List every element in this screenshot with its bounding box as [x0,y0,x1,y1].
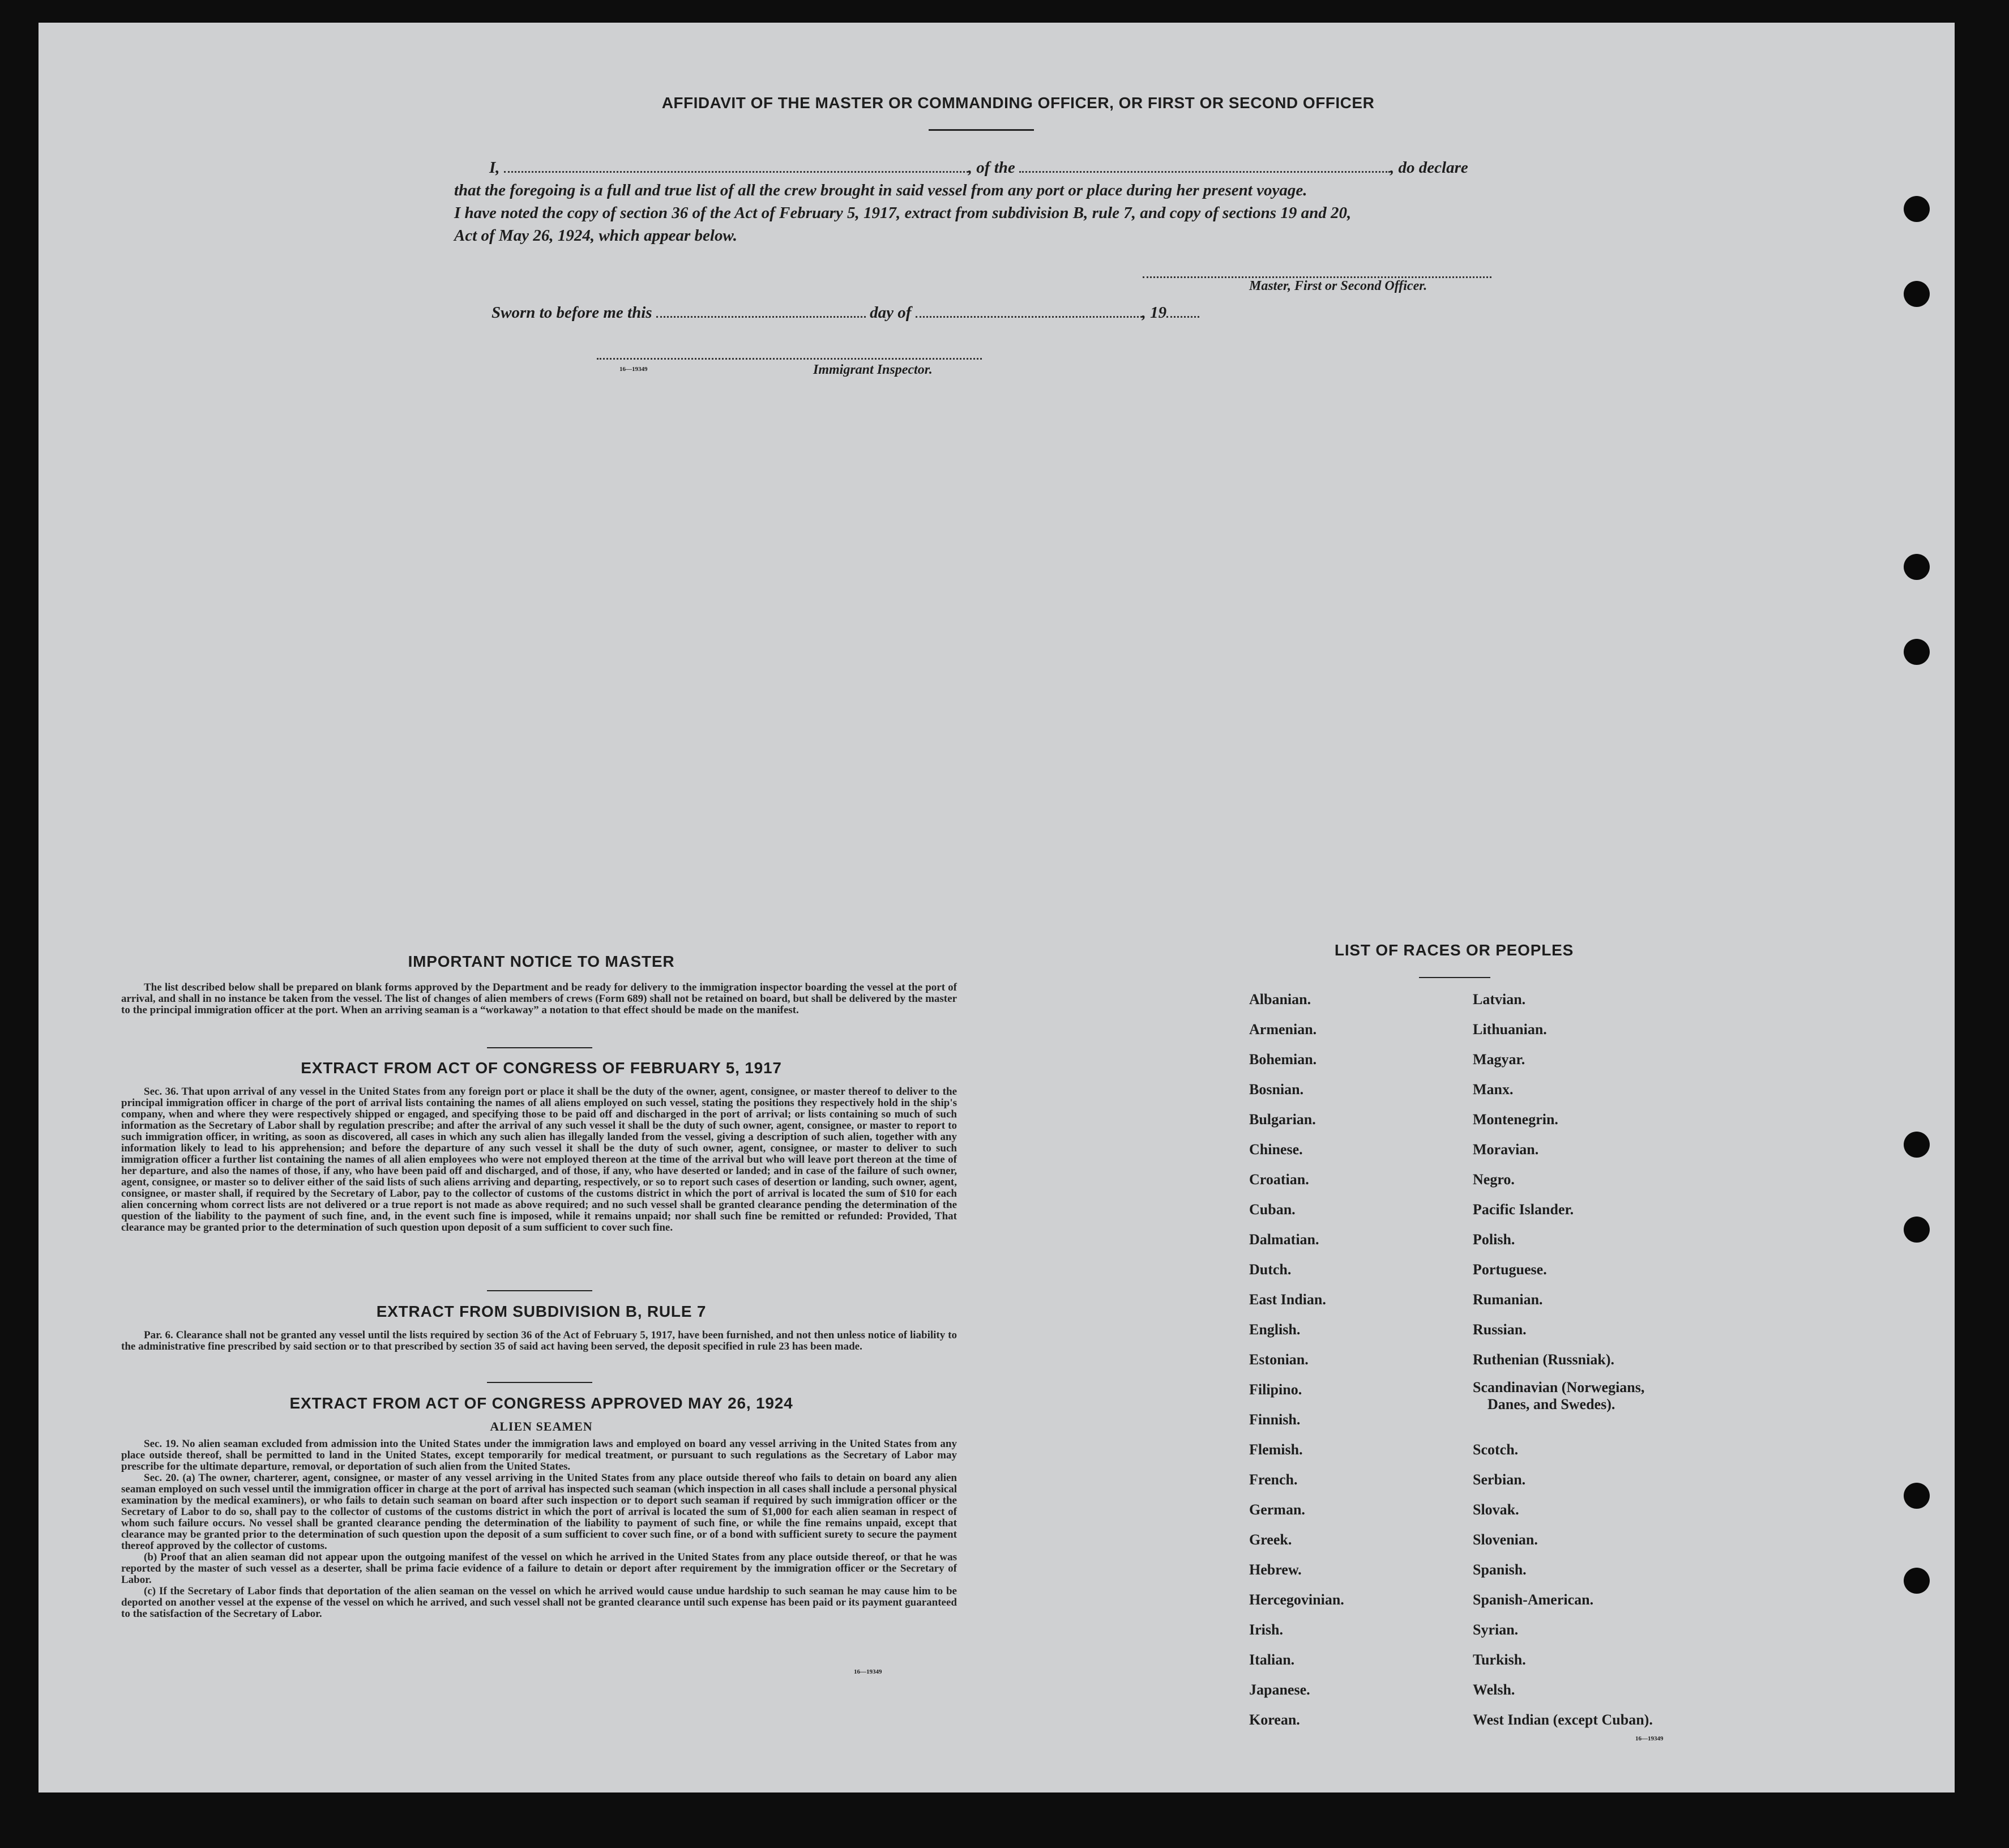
affidavit-title: AFFIDAVIT OF THE MASTER OR COMMANDING OFFICER, OR FIRST OR SECOND OFFICER [661,94,1375,112]
race-item: Slovak. [1473,1501,1519,1518]
race-item: Ruthenian (Russniak). [1473,1351,1614,1368]
race-item: Scotch. [1473,1441,1519,1458]
notice-text [121,982,957,1016]
race-item: Flemish. [1249,1441,1303,1458]
document-page [39,23,1955,1792]
races-form-number: 16—19349 [1635,1735,1664,1742]
sec-19-paragraph: Sec. 19. No alien seaman excluded from admission into the United States under the immigration laws and employed on board any vessel arriving in the United States from any place outside thereof, shall be permitted to land in the United States, except temporarily for medical treatment, or pursuant to such regulations as the Secretary of Labor may prescribe for the ultimate departure, removal, or deportation of such alien from the United States. [121,1438,957,1473]
punch-hole-icon [1904,281,1930,307]
race-item: Finnish. [1249,1411,1301,1428]
race-item: Syrian. [1473,1621,1519,1638]
sworn-line [491,302,1199,322]
race-item: Japanese. [1249,1681,1310,1698]
extract-1917-title: EXTRACT FROM ACT OF CONGRESS OF FEBRUARY 5, 1917 [301,1059,782,1077]
race-item: Greek. [1249,1531,1292,1548]
sworn-day-field[interactable] [656,302,866,318]
race-item: Portuguese. [1473,1261,1547,1278]
race-item: Montenegrin. [1473,1111,1558,1128]
declaration-line-2: that the foregoing is a full and true list of all the crew brought in said vessel from any port or place during her present voyage. [454,181,1307,199]
declaration-of-the: , of the [968,159,1015,177]
races-divider [1419,977,1490,978]
punch-hole-icon [1904,1132,1930,1158]
races-left-column [1249,984,1344,1735]
race-item: Latvian. [1473,991,1526,1008]
scandinavian-line-1: Scandinavian (Norwegians, [1473,1379,1645,1395]
signature-line[interactable] [1143,276,1491,278]
notice-paragraph: The list described below shall be prepared on blank forms approved by the Department and be ready for delivery to the immigration inspector boarding the vessel at the port of arrival, and shall in no instance be taken from the vessel. The list of changes of alien members of crews (Form 689) shall not be retained on board, but shall be delivered by the master to the principal immigration officer at the port. When an arriving seaman is a “workaway” a notation to that effect should be made on the manifest. [121,981,957,1016]
declaration-i: I, [489,159,500,177]
scandinavian-line-2: Danes, and Swedes). [1487,1396,1615,1412]
races-right-column [1473,984,1653,1735]
races-right-group-b [1473,1435,1653,1735]
race-item: Magyar. [1473,1051,1525,1068]
race-item: Spanish-American. [1473,1591,1594,1608]
race-item: Welsh. [1473,1681,1515,1698]
race-item: Dutch. [1249,1261,1292,1278]
sworn-year-field[interactable] [1166,302,1199,318]
section-divider [487,1382,592,1383]
sec-20b-paragraph: (b) Proof that an alien seaman did not appear upon the outgoing manifest of the vessel on which he arrived in the United States from any place outside thereof, or that he was reported by the master of such vessel as a deserter, shall be prima facie evidence of a failure to detain or deport after requirement by the immigration officer or the Secretary of Labor. [121,1551,957,1586]
affidavit-declaration [454,156,1555,247]
race-item: Polish. [1473,1231,1515,1248]
inspector-signature-line[interactable] [597,358,982,360]
race-item: Pacific Islander. [1473,1201,1574,1218]
race-item: Lithuanian. [1473,1021,1547,1038]
race-item: East Indian. [1249,1291,1326,1308]
extract-1924-title: EXTRACT FROM ACT OF CONGRESS APPROVED MAY 26, 1924 [289,1394,793,1412]
race-item: Hercegovinian. [1249,1591,1344,1608]
race-item: Filipino. [1249,1381,1302,1398]
section-36-paragraph: Sec. 36. That upon arrival of any vessel in the United States from any foreign port or place it shall be the duty of the owner, agent, consignee, or master thereof to deliver to the principal immigration officer in charge of the port of arrival lists containing the names of all aliens employed on such vessel, stating the positions they respectively hold in the ship's company, when and where they were respectively shipped or engaged, and specifying those to be paid off and discharged in the port of arrival; or lists containing so much of such information as the Secretary of Labor shall by regulation prescribe; and after the arrival of any such vessel it shall be the duty of such owner, agent, consignee, or master to report to such immigration officer, in writing, as soon as discovered, all cases in which any such alien has illegally landed from the vessel, giving a description of such alien, together with any information likely to lead to his apprehension; and before the departure of any such vessel it shall be the duty of such owner, agent, consignee, or master to deliver to such immigration officer a further list containing the names of all alien employees who were not employed thereon at the time of the arrival but who will leave port thereon at the time of her departure, and also the names of those, if any, who have been paid off and discharged, and of those, if any, who have deserted or landed; and in case of the failure of such owner, agent, consignee, or master so to deliver either of the said lists of such aliens arriving and departing, respectively, or so to report such cases of desertion or landing, such owner, agent, consignee, or master shall, if required by the Secretary of Labor, pay to the collector of customs of the customs district in which the port of arrival is located the sum of $10 for each alien concerning whom correct lists are not delivered or a true report is not made as above required; and no such vessel shall be granted clearance pending the determination of the question of the liability to the payment of such fine, and, in the event such fine is imposed, while it remains unpaid; nor shall such fine be remitted or refunded: Provided, That clearance may be granted prior to the determination of such question upon deposit of a sum sufficient to cover such fine. [121,1086,957,1234]
race-item: Estonian. [1249,1351,1309,1368]
punch-hole-icon [1904,554,1930,580]
race-item: Bulgarian. [1249,1111,1316,1128]
races-right-group-a [1473,984,1653,1375]
race-item: Spanish. [1473,1561,1527,1578]
extract-1924-text [121,1439,957,1620]
punch-hole-icon [1904,1483,1930,1509]
notice-title: IMPORTANT NOTICE TO MASTER [408,953,675,970]
year-label: , 19 [1142,304,1167,322]
race-item: Negro. [1473,1171,1515,1188]
inspector-label: Immigrant Inspector. [813,362,933,377]
race-item: Bosnian. [1249,1081,1304,1098]
race-item: Bohemian. [1249,1051,1317,1068]
section-divider [487,1047,592,1048]
race-item: French. [1249,1471,1298,1488]
race-item: Serbian. [1473,1471,1526,1488]
race-item: Dalmatian. [1249,1231,1319,1248]
par-6-paragraph: Par. 6. Clearance shall not be granted any vessel until the lists required by section 36 of the Act of February 5, 1917, have been furnished, and not then unless notice of liability to the administrative fine prescribed by said section or to that prescribed by section 35 of said act having been served, the deposit specified in rule 23 has been made. [121,1329,957,1352]
name-field[interactable] [504,157,968,173]
race-item: Chinese. [1249,1141,1303,1158]
race-item: Russian. [1473,1321,1527,1338]
race-item: Armenian. [1249,1021,1317,1038]
race-item: Cuban. [1249,1201,1296,1218]
section-divider [487,1290,592,1291]
race-item: Hebrew. [1249,1561,1302,1578]
race-item: Moravian. [1473,1141,1539,1158]
race-item: Irish. [1249,1621,1283,1638]
vessel-field[interactable] [1019,157,1390,173]
extract-rule7-title: EXTRACT FROM SUBDIVISION B, RULE 7 [376,1303,707,1320]
declaration-do-declare: , do declare [1390,159,1468,177]
race-item: Italian. [1249,1651,1295,1668]
affidavit-form-number: 16—19349 [619,366,648,373]
signature-label: Master, First or Second Officer. [1249,279,1427,293]
sworn-month-field[interactable] [916,302,1142,318]
race-item-scandinavian [1473,1375,1653,1435]
race-item: West Indian (except Cuban). [1473,1712,1653,1728]
day-of-label: day of [870,304,912,322]
sec-20c-paragraph: (c) If the Secretary of Labor finds that deportation of the alien seaman on the vessel on which he arrived would cause undue hardship to such seaman he may cause him to be deported on another vessel at the expense of the vessel on which he arrived, and such vessel shall not be granted clearance until such expense has been paid or its payment guaranteed to the satisfaction of the Secretary of Labor. [121,1585,957,1620]
race-item: Turkish. [1473,1651,1526,1668]
sworn-label: Sworn to before me this [491,304,652,322]
race-item: English. [1249,1321,1301,1338]
punch-hole-icon [1904,196,1930,222]
extract-form-number: 16—19349 [854,1668,882,1675]
declaration-line-3: I have noted the copy of section 36 of the Act of February 5, 1917, extract from subdivision B, rule 7, and copy of sections 19 and 20, [454,204,1352,222]
race-item: Slovenian. [1473,1531,1538,1548]
extract-rule7-text [121,1330,957,1352]
punch-hole-icon [1904,639,1930,665]
title-divider [929,129,1034,131]
declaration-line-4: Act of May 26, 1924, which appear below. [454,227,737,245]
punch-hole-icon [1904,1217,1930,1243]
sec-20a-paragraph: Sec. 20. (a) The owner, charterer, agent, consignee, or master of any vessel arriving in the United States from any place outside thereof who fails to detain on board any alien seaman employed on such vessel until the immigration officer in charge at the port of arrival has inspected such seaman (which inspection in all cases shall include a personal physical examination by the medical examiners), or who fails to detain such seaman on board after such inspection or to deport such seaman if required by such immigration officer or the Secretary of Labor to do so, shall pay to the collector of customs of the customs district in which the port of arrival is located the sum of $1,000 for each alien seaman in respect of whom such failure occurs. No vessel shall be granted clearance pending the determination of the liability to payment of such fine, or while the fine remains unpaid, except that clearance may be granted prior to the determination of such question upon the deposit of a sum sufficient to cover such fine, or of a bond with sufficient surety to secure the payment thereof approved by the collector of customs. [121,1472,957,1552]
race-item: Korean. [1249,1712,1300,1728]
race-item: Albanian. [1249,991,1311,1008]
extract-1917-text [121,1086,957,1234]
race-item: Rumanian. [1473,1291,1543,1308]
alien-seamen-subtitle: ALIEN SEAMEN [490,1419,593,1433]
race-item: German. [1249,1501,1305,1518]
races-title: LIST OF RACES OR PEOPLES [1334,941,1574,959]
punch-hole-icon [1904,1568,1930,1594]
race-item: Manx. [1473,1081,1514,1098]
race-item: Croatian. [1249,1171,1309,1188]
